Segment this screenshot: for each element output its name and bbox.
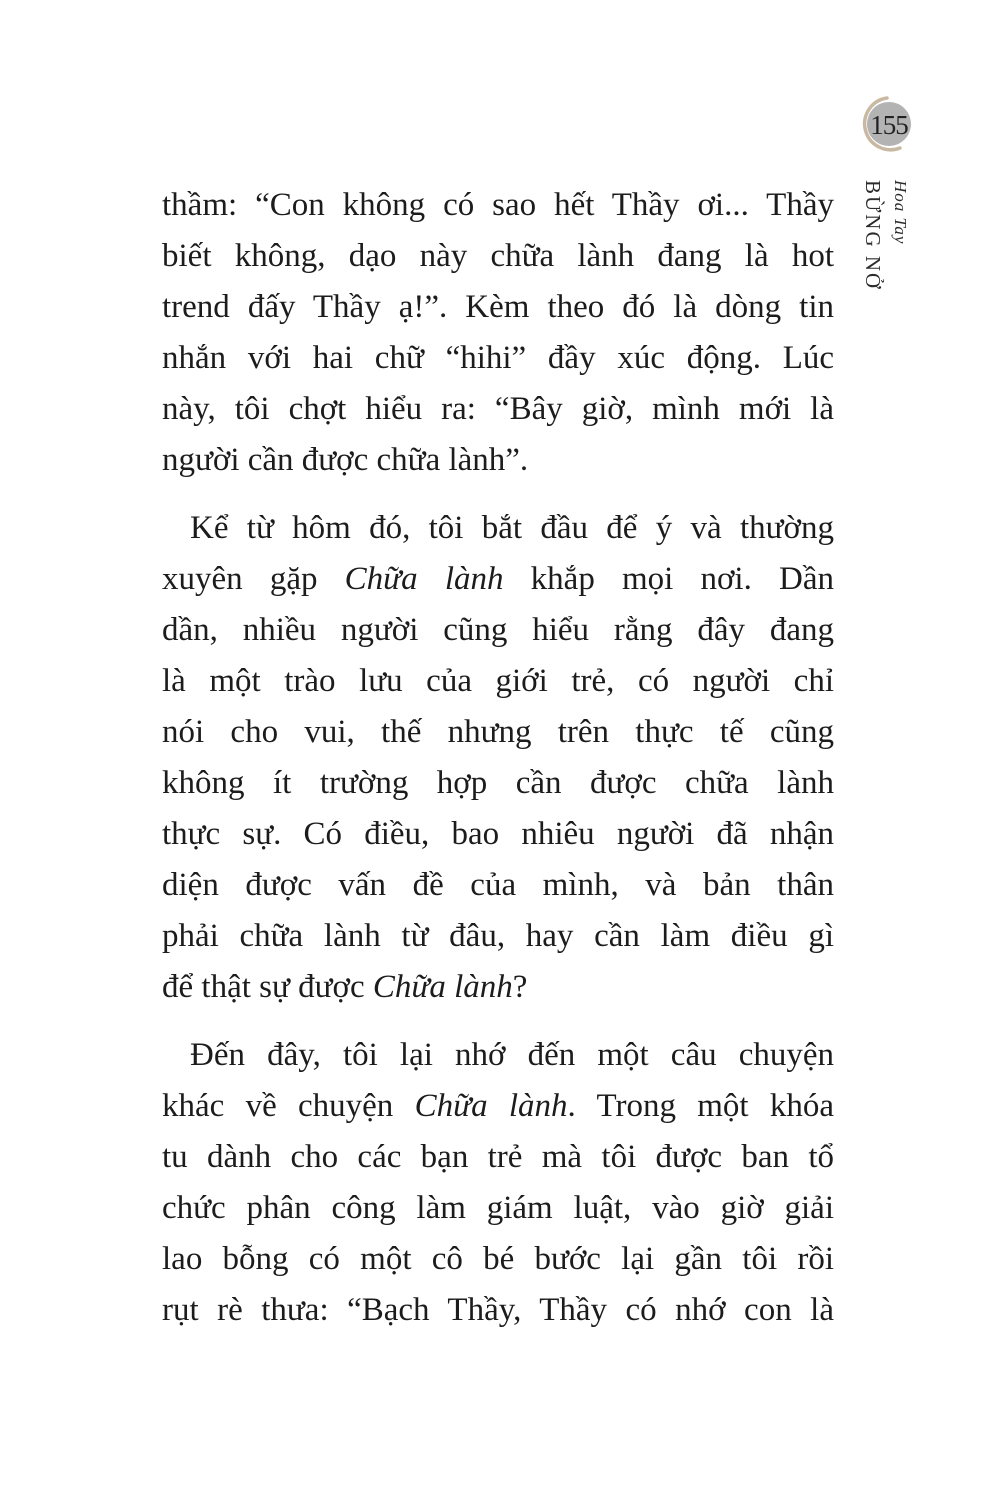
text-segment: Đến đây, tôi lại nhớ đến một câu chuyện xyxy=(190,1037,834,1073)
text-line xyxy=(162,1030,834,1081)
text-line xyxy=(162,1285,834,1336)
text-line xyxy=(162,911,834,962)
text-line xyxy=(162,707,834,758)
text-line xyxy=(162,860,834,911)
text-segment: rụt rè thưa: “Bạch Thầy, Thầy có nhớ con là xyxy=(162,1292,834,1328)
text-segment: khắp mọi nơi. Dần xyxy=(503,561,835,597)
text-segment: xuyên gặp xyxy=(162,561,345,597)
book-title-vertical xyxy=(858,180,913,318)
text-line xyxy=(162,231,834,282)
paragraph xyxy=(162,1030,834,1336)
text-line xyxy=(162,435,834,486)
paragraph xyxy=(162,503,834,1013)
text-segment: chức phân công làm giám luật, vào giờ giải xyxy=(162,1190,834,1226)
paragraph xyxy=(162,180,834,486)
text-segment: thầm: “Con không có sao hết Thầy ơi... Thầy xyxy=(162,187,834,223)
text-line xyxy=(162,180,834,231)
text-segment: khác về chuyện xyxy=(162,1088,415,1124)
text-segment: này, tôi chợt hiểu ra: “Bây giờ, mình mới là xyxy=(162,391,834,427)
text-segment: người cần được chữa lành”. xyxy=(162,442,529,478)
body-text xyxy=(162,180,834,1336)
text-segment: tu dành cho các bạn trẻ mà tôi được ban tổ xyxy=(162,1139,834,1175)
text-segment: để thật sự được xyxy=(162,969,373,1005)
text-line xyxy=(162,1132,834,1183)
text-line xyxy=(162,282,834,333)
book-title-script: Hoa Tay xyxy=(891,180,910,245)
text-line xyxy=(162,656,834,707)
text-line xyxy=(162,605,834,656)
text-segment: ? xyxy=(512,969,528,1005)
text-segment: Kể từ hôm đó, tôi bắt đầu để ý và thường xyxy=(190,510,834,546)
text-segment: lao bỗng có một cô bé bước lại gần tôi rồi xyxy=(162,1241,834,1277)
text-line xyxy=(162,1081,834,1132)
text-segment: nhắn với hai chữ “hihi” đầy xúc động. Lúc xyxy=(162,340,834,376)
text-line xyxy=(162,1183,834,1234)
book-title-caps: BỪNG NỞ xyxy=(861,180,885,291)
text-segment: diện được vấn đề của mình, và bản thân xyxy=(162,867,834,903)
text-segment: . Trong một khóa xyxy=(567,1088,835,1124)
text-line xyxy=(162,809,834,860)
text-segment: biết không, dạo này chữa lành đang là hot xyxy=(162,238,834,274)
text-line xyxy=(162,503,834,554)
italic-phrase: Chữa lành xyxy=(414,1088,568,1124)
page-number: 155 xyxy=(870,110,908,140)
text-line xyxy=(162,554,834,605)
text-line xyxy=(162,758,834,809)
italic-phrase: Chữa lành xyxy=(344,561,504,597)
text-segment: trend đấy Thầy ạ!”. Kèm theo đó là dòng tin xyxy=(162,289,834,325)
page-number-badge xyxy=(856,94,922,160)
text-line xyxy=(162,962,834,1013)
page-number-badge-graphic xyxy=(856,94,922,160)
text-line xyxy=(162,1234,834,1285)
text-segment: nói cho vui, thế nhưng trên thực tế cũng xyxy=(162,714,834,750)
text-segment: là một trào lưu của giới trẻ, có người chỉ xyxy=(162,663,834,699)
text-segment: thực sự. Có điều, bao nhiêu người đã nhận xyxy=(162,816,834,852)
text-segment: phải chữa lành từ đâu, hay cần làm điều gì xyxy=(162,918,834,954)
text-segment: không ít trường hợp cần được chữa lành xyxy=(162,765,834,801)
italic-phrase: Chữa lành xyxy=(372,969,513,1005)
text-line xyxy=(162,384,834,435)
text-segment: dần, nhiều người cũng hiểu rằng đây đang xyxy=(162,612,834,648)
text-line xyxy=(162,333,834,384)
